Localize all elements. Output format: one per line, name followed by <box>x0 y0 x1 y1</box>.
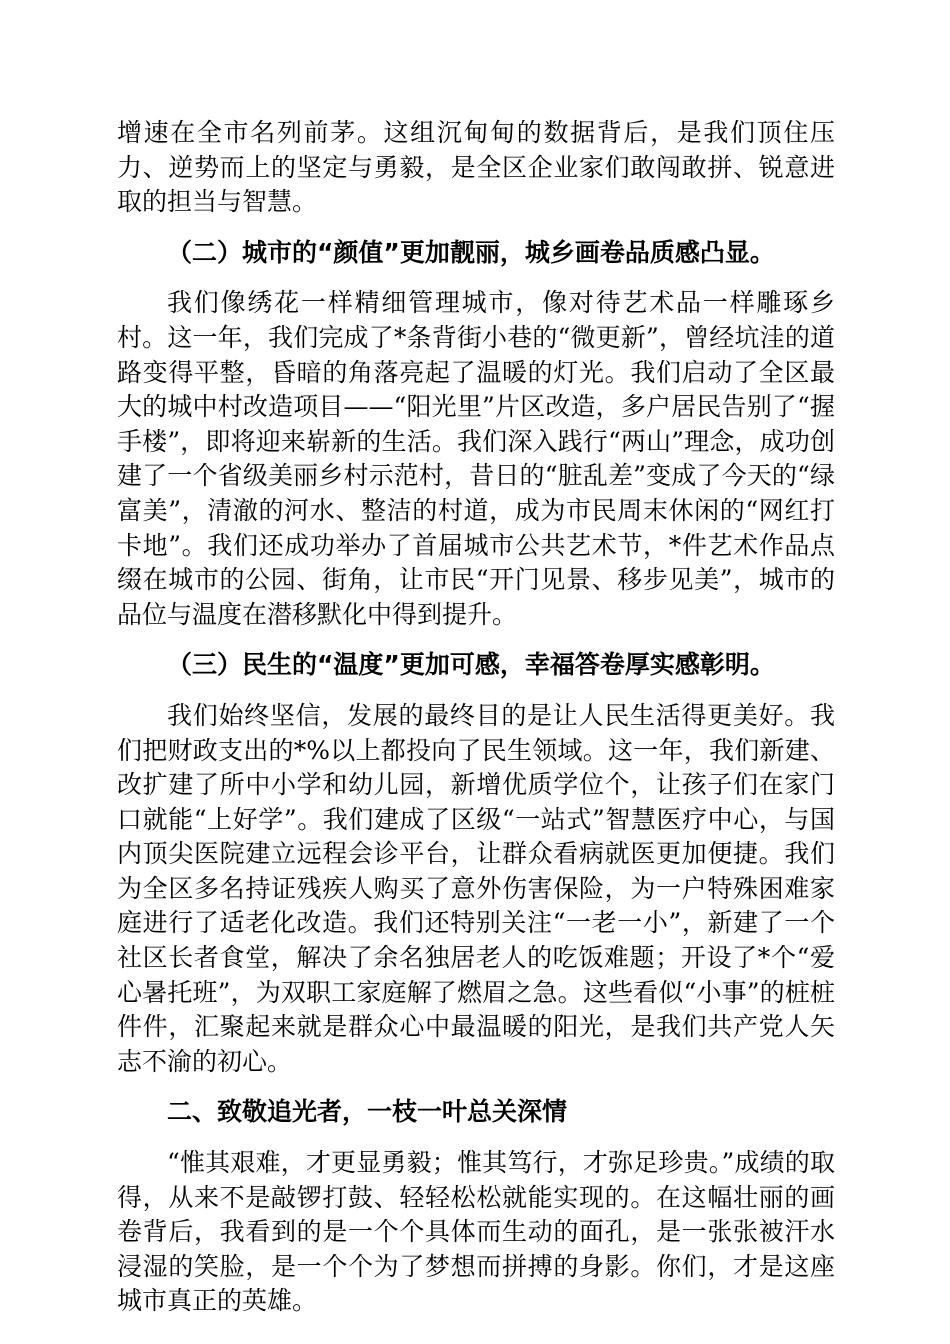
chapter-heading-2: 二、致敬追光者，一枝一叶总关深情 <box>167 1097 568 1127</box>
section-heading-3: （三）民生的“温度”更加可感，幸福答卷厚实感彰明。 <box>167 650 775 680</box>
document-page <box>117 116 835 1319</box>
section-heading-2: （二）城市的“颜值”更加靓丽，城乡画卷品质感凸显。 <box>167 237 775 267</box>
paragraph-city: 我们像绣花一样精细管理城市，像对待艺术品一样雕琢乡村。这一年，我们完成了*条背街小巷的“微更新”，曾经坑洼的道路变得平整，昏暗的角落亮起了温暖的灯光。我们启动了全区最大的城中村改造项目——“阳光里”片区改造，多户居民告别了“握手楼”，即将迎来崭新的生活。我们深入践行“两山”理念，成功创建了一个省级美丽乡村示范村，昔日的“脏乱差”变成了今天的“绿富美”，清澈的河水、整洁的村道，成为市民周末休闲的“网红打卡地”。我们还成功举办了首届城市公共艺术节，*件艺术作品点缀在城市的公园、街角，让市民“开门见景、移步见美”，城市的品位与温度在潜移默化中得到提升。 <box>117 288 835 629</box>
paragraph-livelihood: 我们始终坚信，发展的最终目的是让人民生活得更美好。我们把财政支出的*%以上都投向了民生领域。这一年，我们新建、改扩建了所中小学和幼儿园，新增优质学位个，让孩子们在家门口就能“上好学”。我们建成了区级“一站式”智慧医疗中心，与国内顶尖医院建立远程会诊平台，让群众看病就医更加便捷。我们为全区多名持证残疾人购买了意外伤害保险，为一户特殊困难家庭进行了适老化改造。我们还特别关注“一老一小”，新建了一个社区长者食堂，解决了余名独居老人的吃饭难题；开设了*个“爱心暑托班”，为双职工家庭解了燃眉之急。这些看似“小事”的桩桩件件，汇聚起来就是群众心中最温暖的阳光，是我们共产党人矢志不渝的初心。 <box>117 700 835 1076</box>
paragraph-continuation: 增速在全市名列前茅。这组沉甸甸的数据背后，是我们顶住压力、逆势而上的坚定与勇毅，是全区企业家们敢闯敢拼、锐意进取的担当与智慧。 <box>117 118 835 217</box>
paragraph-tribute: “惟其艰难，才更显勇毅；惟其笃行，才弥足珍贵。”成绩的取得，从来不是敲锣打鼓、轻轻松松就能实现的。在这幅壮丽的画卷背后，我看到的是一个个具体而生动的面孔，是一张张被汗水浸湿的笑脸，是一个个为了梦想而拼搏的身影。你们，才是这座城市真正的英雄。 <box>117 1148 835 1316</box>
